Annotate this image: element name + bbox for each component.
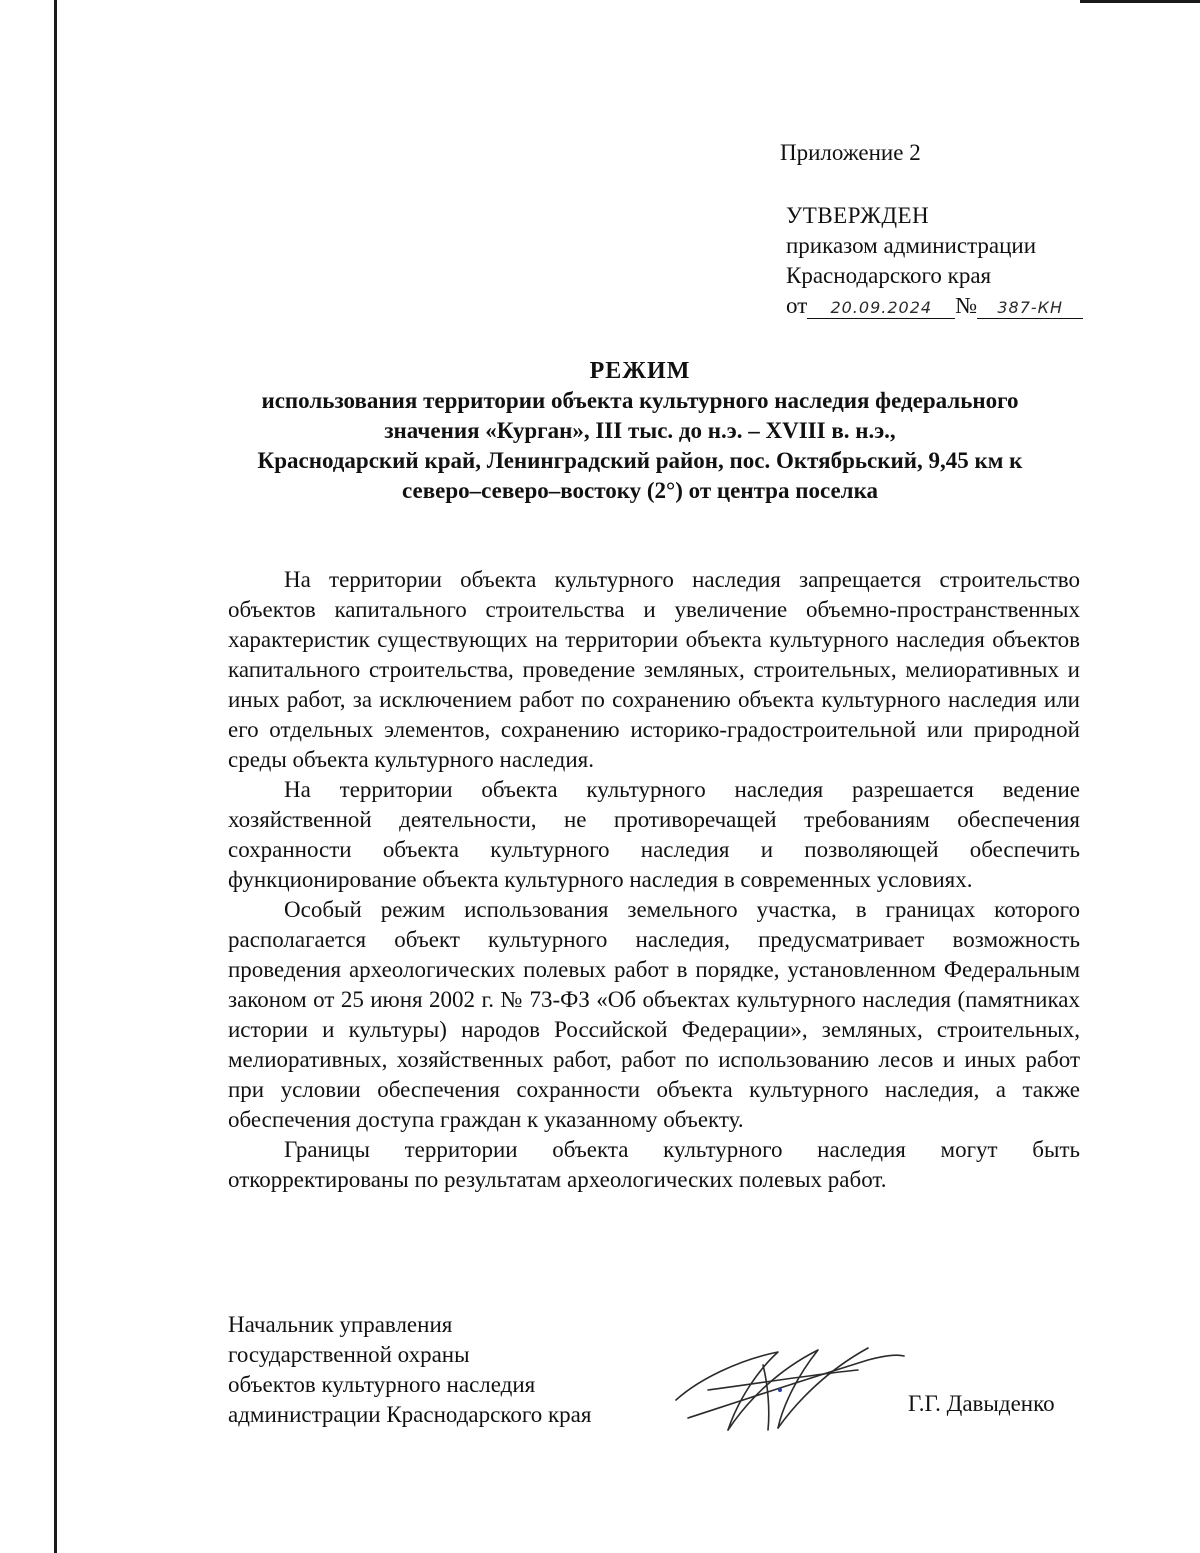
- document-subtitle-line: использования территории объекта культурного наследия федерального: [261, 388, 1019, 413]
- approved-heading: УТВЕРЖДЕН: [786, 203, 930, 228]
- document-title: РЕЖИМ: [589, 358, 691, 384]
- approval-line-1: приказом администрации: [786, 233, 1037, 258]
- appendix-label: Приложение 2: [780, 140, 921, 165]
- handwritten-signature: [668, 1330, 908, 1440]
- scan-edge-left: [54, 0, 57, 1553]
- document-title-block: [200, 356, 1080, 506]
- signatory-position-line: объектов культурного наследия: [228, 1372, 536, 1397]
- signatory-position-line: Начальник управления: [228, 1312, 453, 1337]
- body-paragraph: На территории объекта культурного наследия запрещается строительство объектов капитального строительства и увеличение объемно-пространственных характеристик существующих на территории объекта культурного наследия объектов капитального строительства, проведение земляных, строительных, мелиоративных и иных работ, за исключением работ по сохранению объекта культурного наследия или его отдельных элементов, сохранению историко-градостроительной или природной среды объекта культурного наследия.: [228, 567, 1080, 772]
- signatory-position-line: администрации Краснодарского края: [228, 1402, 592, 1427]
- signatory-position-line: государственной охраны: [228, 1342, 470, 1367]
- order-date-handwritten: 20.09.2024: [807, 298, 955, 319]
- document-subtitle-line: северо–северо–востоку (2°) от центра поселка: [402, 478, 878, 503]
- signatory-position: [228, 1310, 591, 1430]
- order-number-prefix: №: [955, 293, 978, 318]
- approval-stamp-block: [786, 201, 1083, 321]
- document-subtitle-line: значения «Курган», III тыс. до н.э. – XVIII в. н.э.,: [384, 418, 896, 443]
- document-body: [228, 565, 1080, 1195]
- body-paragraph: Границы территории объекта культурного наследия могут быть откорректированы по результатам археологических полевых работ.: [228, 1137, 1080, 1192]
- document-subtitle-line: Краснодарский край, Ленинградский район, пос. Октябрьский, 9,45 км к: [257, 448, 1023, 473]
- scan-edge-top: [1080, 0, 1200, 3]
- order-line: [786, 291, 1083, 321]
- order-number-handwritten: 387-КН: [977, 298, 1083, 319]
- signer-name: Г.Г. Давыденко: [908, 1391, 1055, 1416]
- approval-line-2: Краснодарского края: [786, 263, 992, 288]
- body-paragraph: Особый режим использования земельного участка, в границах которого располагается объект культурного наследия, предусматривает возможность проведения археологических полевых работ в порядке, установленном Федеральным законом от 25 июня 2002 г. № 73-ФЗ «Об объектах культурного наследия (памятниках истории и культуры) народов Российской Федерации», земляных, строительных, мелиоративных, хозяйственных работ, работ по использованию лесов и иных работ при условии обеспечения сохранности объекта культурного наследия, а также обеспечения доступа граждан к указанному объекту.: [228, 897, 1080, 1132]
- order-from-prefix: от: [786, 293, 808, 318]
- body-paragraph: На территории объекта культурного наследия разрешается ведение хозяйственной деятельности, не противоречащей требованиям обеспечения сохранности объекта культурного наследия и позволяющей обеспечить функционирование объекта культурного наследия в современных условиях.: [228, 777, 1080, 892]
